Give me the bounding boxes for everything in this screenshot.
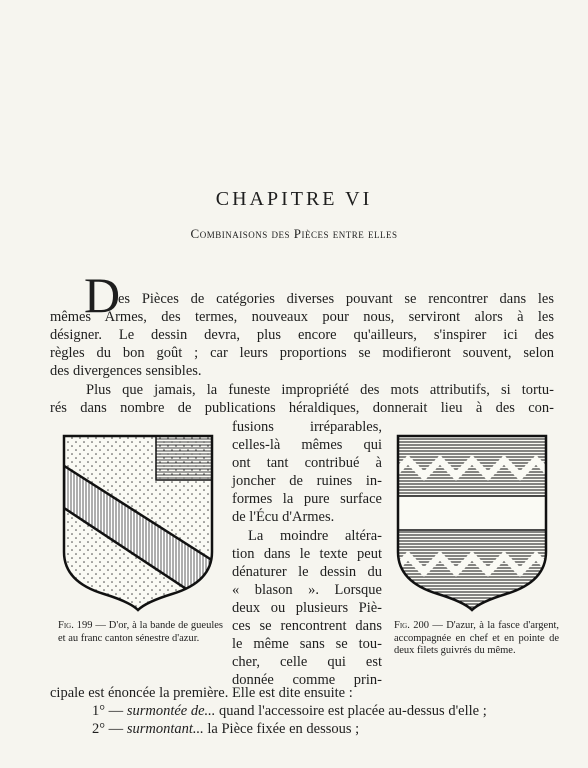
column-text-line: donnée comme prin- [232, 672, 382, 688]
column-text-line: de l'Écu d'Armes. [232, 509, 335, 525]
text-line: rés dans nombre de publications héraldiques, donnerait lieu à des con- [50, 400, 554, 416]
shield-figure-199 [58, 432, 218, 612]
list-item [92, 702, 487, 720]
figure-caption-199 [58, 620, 223, 645]
list-number: 2° — [92, 721, 124, 737]
text-line: règles du bon goût ; car leurs proportions se modifieront souvent, selon [50, 345, 554, 361]
list-text: la Pièce fixée en dessous ; [203, 721, 360, 737]
figure-text: — D'azur, à la fasce d'argent, accompagnée en chef et en pointe de deux filets guivrés du même. [394, 620, 559, 656]
shield-figure-200 [392, 432, 552, 612]
chapter-title: CHAPITRE VI [215, 188, 373, 210]
column-text-line: cher, celle qui est [232, 654, 382, 670]
list-item [92, 720, 359, 738]
column-text-line: « blason ». Lorsque [232, 582, 382, 598]
figure-label: Fig. 200 [394, 620, 429, 631]
drop-cap: D [84, 267, 121, 323]
figure-label: Fig. 199 [58, 620, 93, 631]
list-term: surmontée de... [126, 703, 216, 719]
text-line: Plus que jamais, la funeste impropriété des mots attributifs, si tortu- [86, 382, 554, 398]
column-text-line: celles-là mêmes qui [232, 437, 382, 453]
column-text-line: ces se rencontrent dans [232, 618, 382, 634]
list-term: surmontant... [126, 721, 204, 737]
column-text-line: tion dans le texte peut [232, 546, 382, 562]
text-line: es Pièces de catégories diverses pouvant se rencontrer dans les [118, 291, 554, 307]
list-number: 1° — [92, 703, 124, 719]
column-text-line: fusions irréparables, [232, 419, 382, 435]
text-line: désigner. Le dessin devra, plus encore qu'ailleurs, s'inspirer ici des [50, 327, 554, 343]
text-line: mêmes Armes, des termes, nouveaux pour nous, serviront alors à les [50, 309, 554, 325]
column-text-line: joncher de ruines in- [232, 473, 382, 489]
column-text-line: le même sans se tou- [232, 636, 382, 652]
figure-caption-200 [394, 620, 559, 658]
column-text-line: La moindre altéra- [248, 528, 382, 544]
text-line: des divergences sensibles. [50, 363, 202, 379]
text-line: cipale est énoncée la première. Elle est dite ensuite : [50, 685, 353, 701]
figure-text: — D'or, à la bande de gueules et au franc canton sénestre d'azur. [58, 620, 223, 644]
list-text: quand l'accessoire est placée au-dessus d'elle ; [215, 703, 487, 719]
column-text-line: deux ou plusieurs Piè- [232, 600, 382, 616]
chapter-subtitle: Combinaisons des Pièces entre elles [190, 226, 398, 241]
column-text-line: ont tant contribué à [232, 455, 382, 471]
column-text-line: dénaturer le dessin du [232, 564, 382, 580]
column-text-line: formes la pure surface [232, 491, 382, 507]
